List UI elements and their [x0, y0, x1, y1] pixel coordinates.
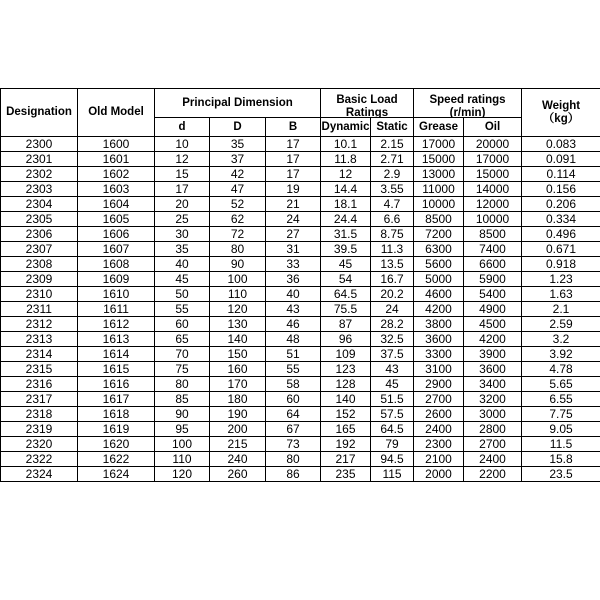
header-speed-line2: (r/min) [449, 106, 486, 118]
cell-dynamic: 12 [321, 167, 371, 182]
spec-table-container [0, 88, 600, 482]
cell-old-model: 1604 [78, 197, 155, 212]
cell-old-model: 1624 [78, 467, 155, 482]
cell-D: 130 [210, 317, 266, 332]
cell-static: 11.3 [371, 242, 414, 257]
cell-static: 3.55 [371, 182, 414, 197]
cell-B: 40 [266, 287, 321, 302]
cell-d: 60 [155, 317, 210, 332]
cell-B: 48 [266, 332, 321, 347]
cell-old-model: 1608 [78, 257, 155, 272]
table-row [1, 167, 600, 182]
cell-old-model: 1615 [78, 362, 155, 377]
cell-B: 17 [266, 167, 321, 182]
cell-dynamic: 75.5 [321, 302, 371, 317]
cell-dynamic: 64.5 [321, 287, 371, 302]
cell-dynamic: 235 [321, 467, 371, 482]
cell-designation: 2306 [1, 227, 78, 242]
cell-static: 37.5 [371, 347, 414, 362]
cell-weight: 0.083 [522, 137, 600, 152]
cell-dynamic: 96 [321, 332, 371, 347]
cell-oil: 5400 [464, 287, 522, 302]
table-row [1, 437, 600, 452]
cell-designation: 2303 [1, 182, 78, 197]
cell-grease: 2900 [414, 377, 464, 392]
header-basic-load-line1: Basic Load [336, 93, 398, 106]
cell-designation: 2310 [1, 287, 78, 302]
header-row-top [1, 89, 600, 118]
cell-static: 45 [371, 377, 414, 392]
cell-old-model: 1603 [78, 182, 155, 197]
cell-dynamic: 18.1 [321, 197, 371, 212]
cell-grease: 2700 [414, 392, 464, 407]
header-weight-line2: （kg） [542, 112, 580, 125]
cell-oil: 5900 [464, 272, 522, 287]
cell-grease: 15000 [414, 152, 464, 167]
cell-static: 6.6 [371, 212, 414, 227]
table-row [1, 272, 600, 287]
table-row [1, 392, 600, 407]
header-basic-load-line2: Ratings [345, 106, 389, 118]
cell-B: 36 [266, 272, 321, 287]
cell-dynamic: 45 [321, 257, 371, 272]
cell-dynamic: 87 [321, 317, 371, 332]
cell-weight: 3.92 [522, 347, 600, 362]
cell-B: 24 [266, 212, 321, 227]
table-row [1, 182, 600, 197]
header-dynamic: Dynamic [321, 118, 371, 137]
header-b: B [266, 118, 321, 137]
cell-grease: 2100 [414, 452, 464, 467]
table-row [1, 257, 600, 272]
header-weight-line1: Weight [541, 99, 581, 112]
cell-grease: 10000 [414, 197, 464, 212]
cell-d: 70 [155, 347, 210, 362]
cell-static: 2.15 [371, 137, 414, 152]
cell-static: 16.7 [371, 272, 414, 287]
cell-dynamic: 165 [321, 422, 371, 437]
cell-D: 80 [210, 242, 266, 257]
cell-oil: 4500 [464, 317, 522, 332]
cell-grease: 17000 [414, 137, 464, 152]
cell-D: 52 [210, 197, 266, 212]
cell-d: 85 [155, 392, 210, 407]
cell-grease: 3600 [414, 332, 464, 347]
cell-old-model: 1601 [78, 152, 155, 167]
cell-designation: 2300 [1, 137, 78, 152]
cell-grease: 5600 [414, 257, 464, 272]
header-old-model: Old Model [78, 89, 155, 137]
cell-designation: 2305 [1, 212, 78, 227]
cell-dynamic: 192 [321, 437, 371, 452]
cell-old-model: 1602 [78, 167, 155, 182]
cell-old-model: 1600 [78, 137, 155, 152]
table-row [1, 332, 600, 347]
cell-static: 8.75 [371, 227, 414, 242]
header-basic-load-ratings [321, 89, 414, 118]
cell-dynamic: 152 [321, 407, 371, 422]
cell-grease: 2400 [414, 422, 464, 437]
cell-old-model: 1617 [78, 392, 155, 407]
cell-grease: 2300 [414, 437, 464, 452]
cell-dynamic: 128 [321, 377, 371, 392]
cell-B: 64 [266, 407, 321, 422]
header-grease: Grease [414, 118, 464, 137]
cell-d: 75 [155, 362, 210, 377]
cell-dynamic: 109 [321, 347, 371, 362]
cell-weight: 0.114 [522, 167, 600, 182]
cell-weight: 1.23 [522, 272, 600, 287]
cell-old-model: 1610 [78, 287, 155, 302]
cell-d: 25 [155, 212, 210, 227]
cell-d: 100 [155, 437, 210, 452]
cell-static: 2.9 [371, 167, 414, 182]
cell-static: 43 [371, 362, 414, 377]
cell-grease: 5000 [414, 272, 464, 287]
cell-grease: 13000 [414, 167, 464, 182]
cell-oil: 17000 [464, 152, 522, 167]
cell-static: 94.5 [371, 452, 414, 467]
cell-old-model: 1613 [78, 332, 155, 347]
cell-B: 86 [266, 467, 321, 482]
cell-oil: 2700 [464, 437, 522, 452]
cell-grease: 8500 [414, 212, 464, 227]
cell-weight: 0.671 [522, 242, 600, 257]
table-row [1, 302, 600, 317]
cell-B: 67 [266, 422, 321, 437]
cell-grease: 11000 [414, 182, 464, 197]
header-weight [522, 89, 600, 137]
cell-d: 15 [155, 167, 210, 182]
cell-old-model: 1619 [78, 422, 155, 437]
cell-d: 90 [155, 407, 210, 422]
cell-oil: 14000 [464, 182, 522, 197]
cell-static: 57.5 [371, 407, 414, 422]
cell-D: 215 [210, 437, 266, 452]
cell-D: 150 [210, 347, 266, 362]
cell-static: 20.2 [371, 287, 414, 302]
cell-designation: 2319 [1, 422, 78, 437]
cell-d: 10 [155, 137, 210, 152]
cell-D: 120 [210, 302, 266, 317]
cell-oil: 8500 [464, 227, 522, 242]
table-row [1, 317, 600, 332]
cell-B: 80 [266, 452, 321, 467]
cell-designation: 2312 [1, 317, 78, 332]
cell-dynamic: 39.5 [321, 242, 371, 257]
cell-designation: 2311 [1, 302, 78, 317]
cell-weight: 5.65 [522, 377, 600, 392]
cell-d: 30 [155, 227, 210, 242]
cell-B: 17 [266, 137, 321, 152]
cell-grease: 3100 [414, 362, 464, 377]
cell-old-model: 1605 [78, 212, 155, 227]
table-row [1, 242, 600, 257]
table-row [1, 467, 600, 482]
cell-static: 28.2 [371, 317, 414, 332]
cell-d: 17 [155, 182, 210, 197]
cell-B: 58 [266, 377, 321, 392]
cell-grease: 7200 [414, 227, 464, 242]
cell-B: 21 [266, 197, 321, 212]
header-speed-line1: Speed ratings [429, 93, 506, 106]
header-static: Static [371, 118, 414, 137]
cell-D: 160 [210, 362, 266, 377]
cell-D: 72 [210, 227, 266, 242]
cell-designation: 2315 [1, 362, 78, 377]
cell-d: 95 [155, 422, 210, 437]
cell-oil: 3600 [464, 362, 522, 377]
cell-old-model: 1611 [78, 302, 155, 317]
header-speed-ratings [414, 89, 522, 118]
bearing-spec-table [0, 88, 600, 482]
cell-designation: 2302 [1, 167, 78, 182]
cell-B: 46 [266, 317, 321, 332]
cell-d: 110 [155, 452, 210, 467]
cell-d: 120 [155, 467, 210, 482]
cell-D: 190 [210, 407, 266, 422]
cell-B: 43 [266, 302, 321, 317]
cell-old-model: 1618 [78, 407, 155, 422]
cell-weight: 15.8 [522, 452, 600, 467]
cell-d: 12 [155, 152, 210, 167]
header-designation: Designation [1, 89, 78, 137]
cell-weight: 1.63 [522, 287, 600, 302]
cell-d: 45 [155, 272, 210, 287]
cell-D: 47 [210, 182, 266, 197]
table-row [1, 362, 600, 377]
cell-grease: 4600 [414, 287, 464, 302]
cell-weight: 0.918 [522, 257, 600, 272]
cell-oil: 12000 [464, 197, 522, 212]
cell-weight: 23.5 [522, 467, 600, 482]
cell-B: 33 [266, 257, 321, 272]
cell-oil: 20000 [464, 137, 522, 152]
cell-d: 65 [155, 332, 210, 347]
cell-dynamic: 31.5 [321, 227, 371, 242]
cell-old-model: 1609 [78, 272, 155, 287]
cell-static: 64.5 [371, 422, 414, 437]
cell-d: 35 [155, 242, 210, 257]
table-row [1, 287, 600, 302]
table-row [1, 452, 600, 467]
cell-dynamic: 123 [321, 362, 371, 377]
cell-oil: 3400 [464, 377, 522, 392]
header-d-large: D [210, 118, 266, 137]
cell-designation: 2317 [1, 392, 78, 407]
cell-D: 200 [210, 422, 266, 437]
cell-old-model: 1622 [78, 452, 155, 467]
table-row [1, 422, 600, 437]
cell-D: 260 [210, 467, 266, 482]
cell-D: 180 [210, 392, 266, 407]
cell-oil: 2400 [464, 452, 522, 467]
cell-dynamic: 140 [321, 392, 371, 407]
cell-weight: 2.59 [522, 317, 600, 332]
cell-oil: 4900 [464, 302, 522, 317]
cell-B: 27 [266, 227, 321, 242]
cell-oil: 10000 [464, 212, 522, 227]
table-row [1, 152, 600, 167]
cell-oil: 4200 [464, 332, 522, 347]
cell-static: 24 [371, 302, 414, 317]
cell-old-model: 1607 [78, 242, 155, 257]
cell-grease: 2000 [414, 467, 464, 482]
cell-d: 50 [155, 287, 210, 302]
cell-grease: 6300 [414, 242, 464, 257]
cell-static: 4.7 [371, 197, 414, 212]
cell-designation: 2301 [1, 152, 78, 167]
cell-weight: 0.091 [522, 152, 600, 167]
cell-D: 140 [210, 332, 266, 347]
table-row [1, 227, 600, 242]
cell-oil: 2800 [464, 422, 522, 437]
cell-designation: 2318 [1, 407, 78, 422]
cell-static: 32.5 [371, 332, 414, 347]
cell-designation: 2304 [1, 197, 78, 212]
cell-D: 100 [210, 272, 266, 287]
cell-weight: 4.78 [522, 362, 600, 377]
cell-weight: 0.156 [522, 182, 600, 197]
cell-dynamic: 217 [321, 452, 371, 467]
cell-dynamic: 11.8 [321, 152, 371, 167]
cell-weight: 0.334 [522, 212, 600, 227]
table-body [1, 137, 600, 482]
cell-static: 51.5 [371, 392, 414, 407]
cell-B: 51 [266, 347, 321, 362]
cell-B: 73 [266, 437, 321, 452]
cell-weight: 3.2 [522, 332, 600, 347]
cell-grease: 3300 [414, 347, 464, 362]
cell-designation: 2307 [1, 242, 78, 257]
cell-old-model: 1606 [78, 227, 155, 242]
cell-d: 80 [155, 377, 210, 392]
cell-D: 62 [210, 212, 266, 227]
cell-oil: 7400 [464, 242, 522, 257]
cell-weight: 6.55 [522, 392, 600, 407]
table-row [1, 377, 600, 392]
table-row [1, 407, 600, 422]
cell-grease: 3800 [414, 317, 464, 332]
cell-static: 79 [371, 437, 414, 452]
cell-designation: 2316 [1, 377, 78, 392]
cell-old-model: 1620 [78, 437, 155, 452]
table-row [1, 212, 600, 227]
cell-designation: 2314 [1, 347, 78, 362]
cell-weight: 11.5 [522, 437, 600, 452]
cell-oil: 3000 [464, 407, 522, 422]
cell-dynamic: 24.4 [321, 212, 371, 227]
cell-oil: 3900 [464, 347, 522, 362]
cell-B: 60 [266, 392, 321, 407]
cell-designation: 2324 [1, 467, 78, 482]
cell-weight: 7.75 [522, 407, 600, 422]
cell-designation: 2322 [1, 452, 78, 467]
cell-oil: 15000 [464, 167, 522, 182]
cell-static: 13.5 [371, 257, 414, 272]
cell-dynamic: 10.1 [321, 137, 371, 152]
cell-D: 35 [210, 137, 266, 152]
cell-B: 17 [266, 152, 321, 167]
cell-dynamic: 14.4 [321, 182, 371, 197]
cell-designation: 2313 [1, 332, 78, 347]
cell-weight: 2.1 [522, 302, 600, 317]
table-row [1, 137, 600, 152]
cell-old-model: 1612 [78, 317, 155, 332]
cell-grease: 4200 [414, 302, 464, 317]
cell-static: 115 [371, 467, 414, 482]
cell-weight: 9.05 [522, 422, 600, 437]
cell-grease: 2600 [414, 407, 464, 422]
cell-B: 55 [266, 362, 321, 377]
cell-D: 90 [210, 257, 266, 272]
cell-d: 40 [155, 257, 210, 272]
cell-old-model: 1616 [78, 377, 155, 392]
cell-oil: 2200 [464, 467, 522, 482]
header-d-small: d [155, 118, 210, 137]
cell-old-model: 1614 [78, 347, 155, 362]
cell-D: 42 [210, 167, 266, 182]
cell-weight: 0.206 [522, 197, 600, 212]
cell-D: 170 [210, 377, 266, 392]
table-row [1, 197, 600, 212]
cell-d: 20 [155, 197, 210, 212]
cell-B: 19 [266, 182, 321, 197]
cell-d: 55 [155, 302, 210, 317]
cell-D: 37 [210, 152, 266, 167]
table-row [1, 347, 600, 362]
cell-dynamic: 54 [321, 272, 371, 287]
cell-B: 31 [266, 242, 321, 257]
cell-D: 240 [210, 452, 266, 467]
cell-designation: 2320 [1, 437, 78, 452]
cell-weight: 0.496 [522, 227, 600, 242]
header-principal-dimension: Principal Dimension [155, 89, 321, 118]
cell-oil: 3200 [464, 392, 522, 407]
cell-designation: 2309 [1, 272, 78, 287]
header-oil: Oil [464, 118, 522, 137]
cell-D: 110 [210, 287, 266, 302]
cell-designation: 2308 [1, 257, 78, 272]
cell-oil: 6600 [464, 257, 522, 272]
cell-static: 2.71 [371, 152, 414, 167]
